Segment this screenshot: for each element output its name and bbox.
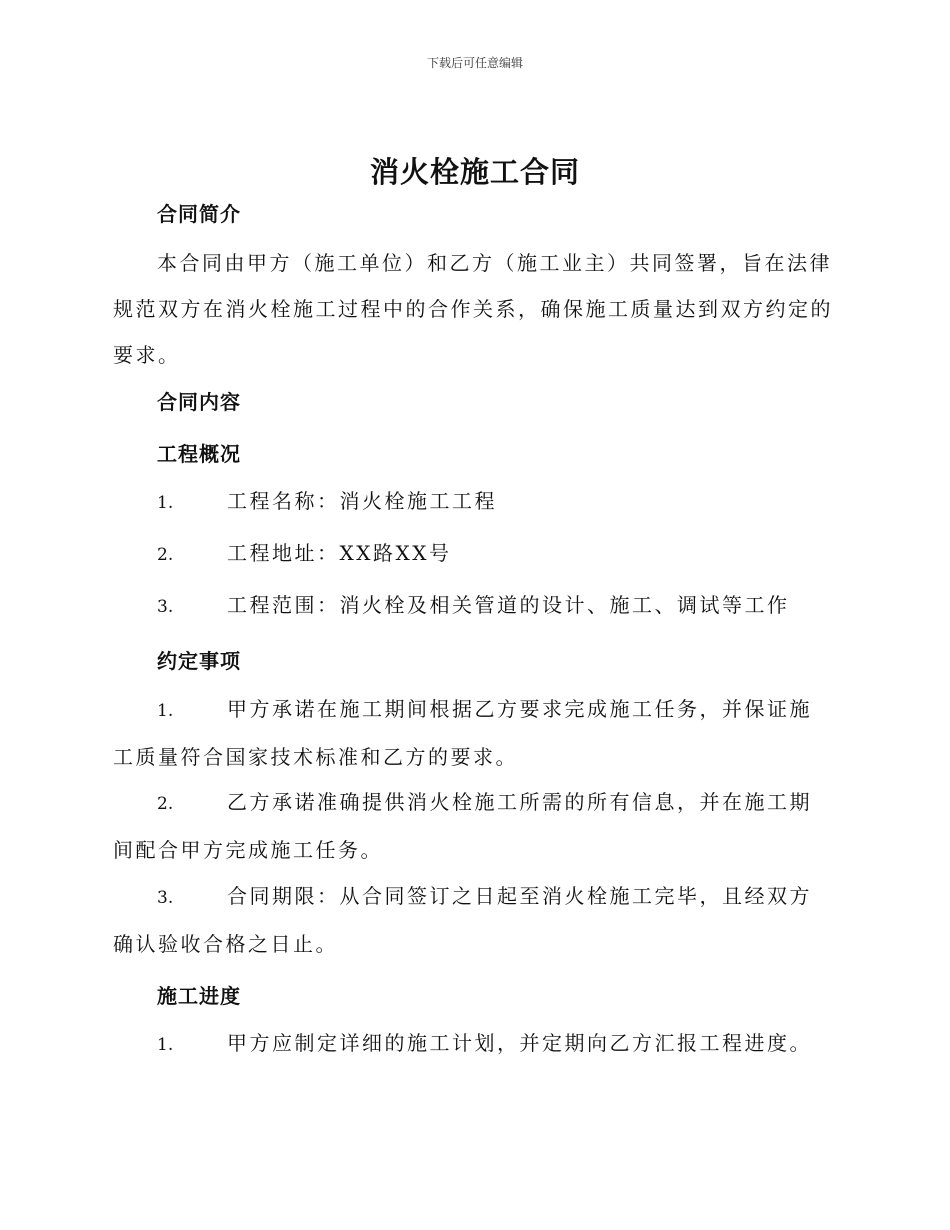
document-title: 消火栓施工合同 (369, 155, 580, 189)
page-header-note: 下载后可任意编辑 (426, 56, 523, 70)
overview-item (113, 582, 833, 630)
intro-heading: 合同简介 (157, 202, 241, 226)
item-text: 乙方承诺准确提供消火栓施工所需的所有信息，并在施工期间配合甲方完成施工任务。 (113, 790, 812, 862)
item-text: 工程范围：消火栓及相关管道的设计、施工、调试等工作 (227, 593, 790, 617)
item-text: 甲方承诺在施工期间根据乙方要求完成施工任务，并保证施工质量符合国家技术标准和乙方的要求。 (113, 697, 812, 769)
item-number: 3. (157, 597, 174, 617)
content-heading: 合同内容 (157, 390, 241, 414)
agreement-heading: 约定事项 (157, 649, 241, 673)
item-number: 1. (157, 701, 174, 721)
agreement-item (113, 779, 833, 873)
progress-heading: 施工进度 (157, 984, 241, 1008)
intro-paragraph (113, 240, 833, 378)
item-text: 合同期限：从合同签订之日起至消火栓施工完毕，且经双方确认验收合格之日止。 (113, 884, 812, 956)
overview-heading: 工程概况 (157, 442, 241, 466)
item-number: 1. (157, 493, 174, 513)
intro-text: 本合同由甲方（施工单位）和乙方（施工业主）共同签署，旨在法律规范双方在消火栓施工过程中的合作关系，确保施工质量达到双方约定的要求。 (113, 251, 833, 367)
progress-item (113, 1020, 833, 1068)
overview-item (113, 530, 833, 578)
agreement-item (113, 873, 833, 967)
overview-item (113, 478, 833, 526)
item-text: 工程名称：消火栓施工工程 (227, 489, 497, 513)
agreement-item (113, 686, 833, 780)
item-number: 2. (157, 545, 174, 565)
item-text: 甲方应制定详细的施工计划，并定期向乙方汇报工程进度。 (227, 1031, 812, 1055)
item-number: 3. (157, 888, 174, 908)
item-number: 2. (157, 794, 174, 814)
item-text: 工程地址：XX路XX号 (227, 541, 452, 565)
item-number: 1. (157, 1035, 174, 1055)
